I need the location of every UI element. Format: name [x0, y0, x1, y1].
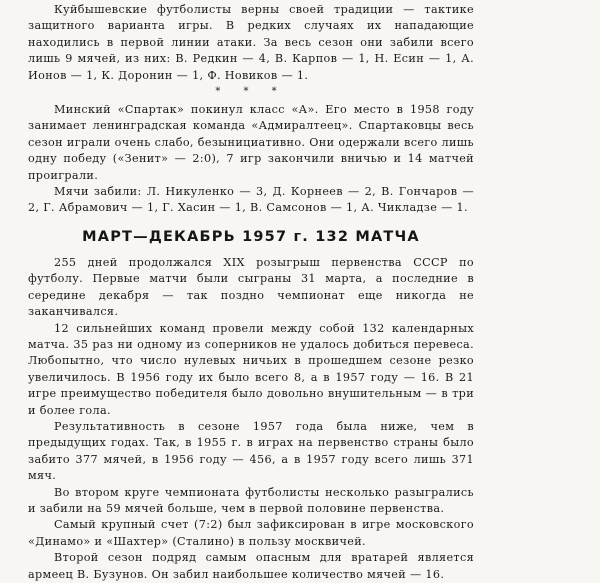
- paragraph-top-scorer: Второй сезон подряд самым опасным для вратарей является армеец В. Бузунов. Он забил наибольшее количество мячей — 16.: [28, 551, 474, 581]
- paragraph-scoring: Результативность в сезоне 1957 года была ниже, чем в предыдущих годах. Так, в 1955 г. в играх на первенство страны было забито 377 мячей, в 1956 году — 456, а в 1957 году всего лишь 371 мяч.: [28, 419, 474, 483]
- paragraph-season-duration: 255 дней продолжался XIX розыгрыш первенства СССР по футболу. Первые матчи были сыграны 31 марта, а последние в середине декабря — так поздно чемпионат еще никогда не заканчивался.: [28, 255, 474, 319]
- paragraph-biggest-score: Самый крупный счет (7:2) был зафиксирован в игре московского «Динамо» и «Шахтер» (Сталино) в пользу москвичей.: [28, 518, 474, 548]
- paragraph-second-round: Во втором круге чемпионата футболисты несколько разыгрались и забили на 59 мячей больше, чем в первой половине первенства.: [28, 485, 474, 515]
- paragraph-minsk-spartak: Минский «Спартак» покинул класс «А». Его место в 1958 году занимает ленинградская команда «Адмиралтеец». Спартаковцы весь сезон играли очень слабо, безынициативно. Они одержали всего лишь одну победу («Зенит» — 2:0), 7 игр закончили вничью и 14 матчей проиграли.: [28, 103, 474, 182]
- text-column: [28, 2, 474, 583]
- paragraph-minsk-scorers: Мячи забили: Л. Никуленко — 3, Д. Корнеев — 2, В. Гончаров — 2, Г. Абрамович — 1, Г. Хасин — 1, В. Самсонов — 1, А. Чикладзе — 1.: [28, 185, 474, 215]
- paragraph-matches-stats: 12 сильнейших команд провели между собой 132 календарных матча. 35 раз ни одному из соперников не удалось добиться перевеса. Любопытно, что число нулевых ничьих в прошедшем сезоне резко увеличилось. В 1956 году их было всего 8, а в 1957 году — 16. В 21 игре преимущество победителя было довольно внушительным — в три и более гола.: [28, 321, 474, 417]
- section-separator-stars: * * *: [215, 86, 287, 98]
- paragraph-kuybyshev: Куйбышевские футболисты верны своей традиции — тактике защитного варианта игры. В редких случаях их нападающие находились в первой линии атаки. За весь сезон они забили всего лишь 9 мячей, из них: В. Редкин — 4, В. Карпов — 1, Н. Есин — 1, А. Ионов — 1, К. Доронин — 1, Ф. Новиков — 1.: [28, 3, 474, 82]
- section-heading: МАРТ—ДЕКАБРЬ 1957 г. 132 МАТЧА: [82, 228, 420, 245]
